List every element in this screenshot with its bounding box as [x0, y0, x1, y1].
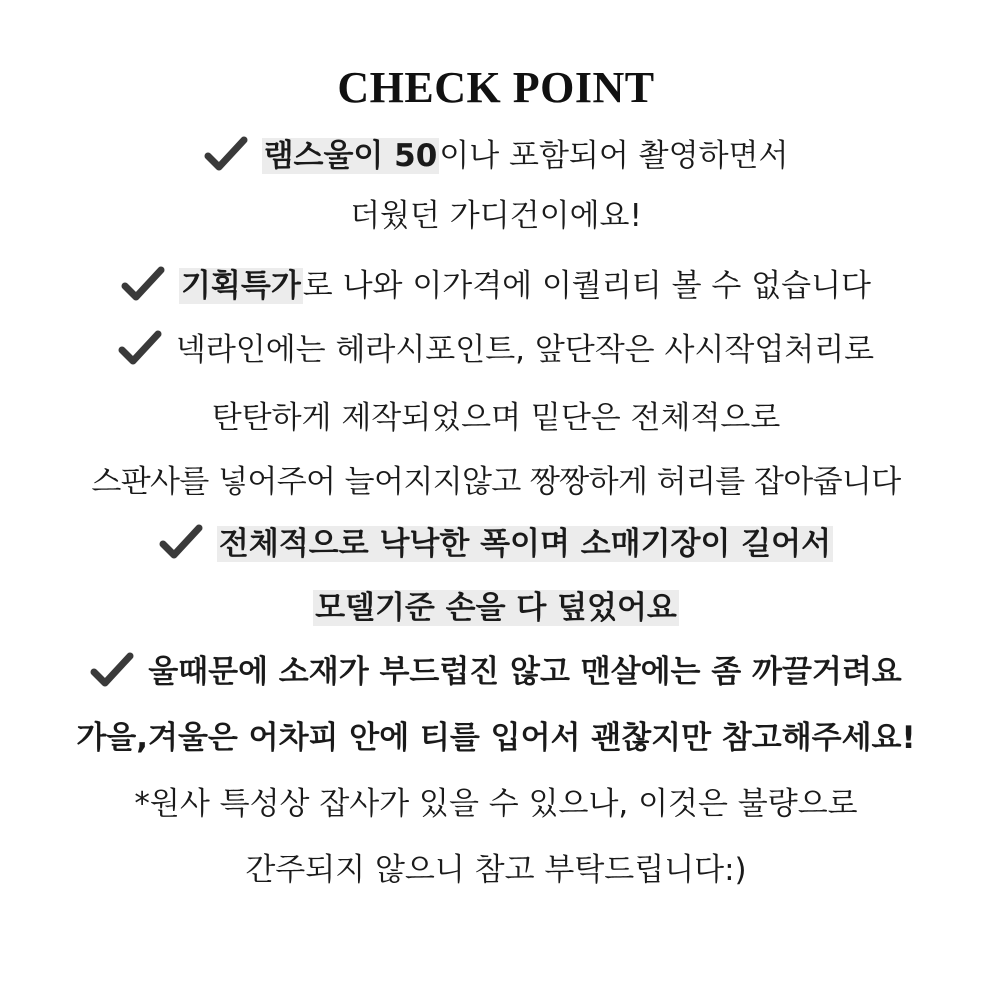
point-1	[0, 134, 992, 178]
point-2-text: 로 나와 이가격에 이퀄리티 볼 수 없습니다	[302, 268, 871, 304]
point-3-text: 넥라인에는 헤라시포인트, 앞단작은 사시작업처리로	[175, 332, 875, 368]
point-4-continued	[0, 586, 992, 630]
point-5-continued: 가을,겨울은 어차피 안에 티를 입어서 괜찮지만 참고해주세요!	[76, 720, 916, 756]
note-line-2: 간주되지 않으니 참고 부탁드립니다:)	[245, 852, 747, 888]
note-line-1: *원사 특성상 잡사가 있을 수 있으나, 이것은 불량으로	[134, 786, 858, 822]
check-icon	[121, 266, 165, 302]
point-4-highlight: 전체적으로 낙낙한 폭이며 소매기장이 길어서	[218, 526, 832, 562]
point-2	[0, 264, 992, 308]
point-5-text: 울때문에 소재가 부드럽진 않고 맨살에는 좀 까끌거려요	[148, 654, 902, 690]
check-icon	[204, 136, 248, 172]
point-3-continued: 탄탄하게 제작되었으며 밑단은 전체적으로	[211, 400, 781, 436]
page-title: CHECK POINT	[337, 63, 655, 112]
point-1-continued: 더웠던 가디건이에요!	[350, 198, 642, 234]
point-3	[0, 328, 992, 372]
point-5	[0, 650, 992, 694]
point-4	[0, 522, 992, 566]
check-icon	[90, 652, 134, 688]
point-4-continued-highlight: 모델기준 손을 다 덮었어요	[315, 590, 677, 626]
check-icon	[159, 524, 203, 560]
point-1-highlight: 램스울이 50	[263, 138, 438, 174]
point-3-continued-2: 스판사를 넣어주어 늘어지지않고 짱짱하게 허리를 잡아줍니다	[91, 464, 901, 500]
check-icon	[118, 330, 162, 366]
point-2-highlight: 기획특가	[180, 268, 301, 304]
point-1-text: 이나 포함되어 촬영하면서	[439, 138, 789, 174]
